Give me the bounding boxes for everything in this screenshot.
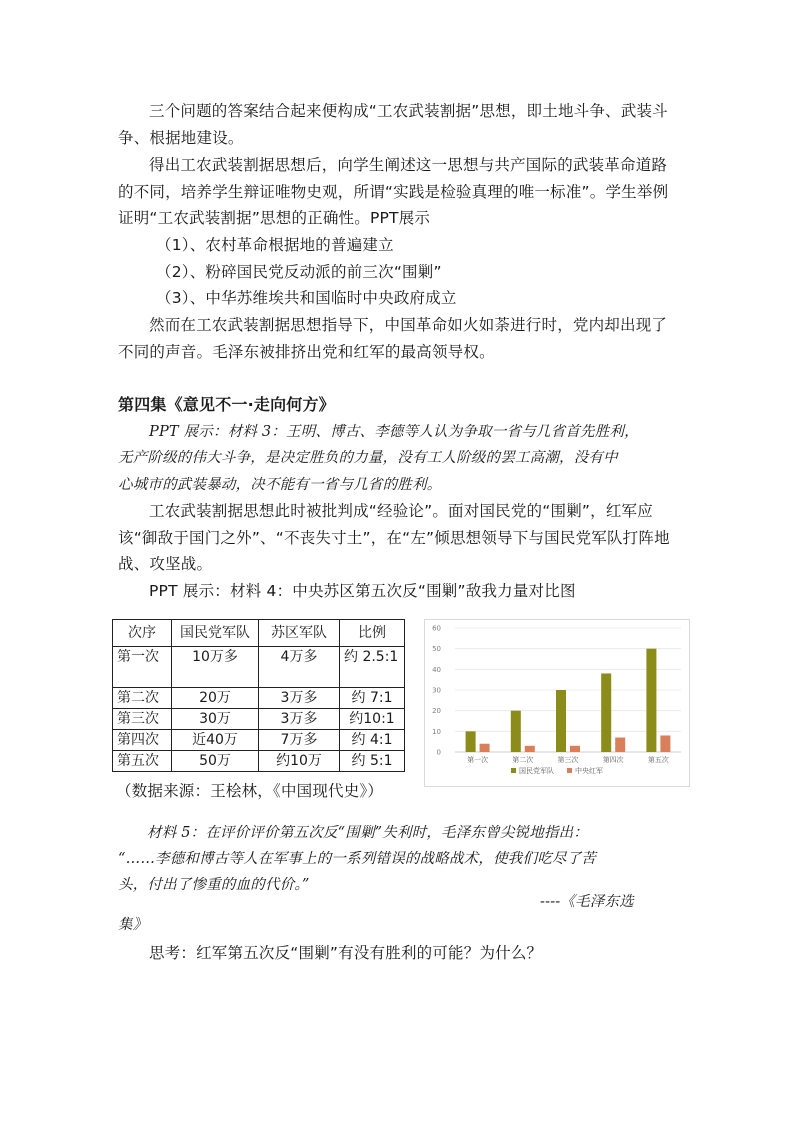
bar-kmt (466, 731, 476, 752)
table-header-cell: 苏区军队 (259, 620, 340, 647)
material-5-line-3: 头，付出了惨重的血的代价。” (118, 877, 310, 893)
table-cell: 约 7:1 (340, 688, 405, 709)
table-cell: 第一次 (113, 647, 172, 688)
force-comparison-table (112, 619, 405, 772)
table-cell: 约 2.5:1 (340, 647, 405, 688)
y-tick-label: 50 (432, 645, 441, 654)
bar-kmt (511, 711, 521, 752)
list-item-2: （2）、粉碎国民党反动派的前三次“围剿” (156, 263, 442, 281)
material-5-line-2: “……李德和博古等人在军事上的一系列错误的战略战术，使我们吃尽了苦 (118, 851, 597, 867)
y-tick-label: 40 (432, 665, 441, 674)
table-cell: 约 5:1 (340, 751, 405, 772)
legend-label: 国民党军队 (519, 767, 554, 775)
table-cell: 10万多 (172, 647, 259, 688)
force-comparison-chart (424, 619, 690, 787)
bar-kmt (556, 690, 566, 752)
legend-swatch (567, 768, 572, 773)
material-4-caption: PPT 展示：材料 4：中央苏区第五次反“围剿”敌我力量对比图 (149, 582, 576, 600)
table-cell: 50万 (172, 751, 259, 772)
table-cell: 第五次 (113, 751, 172, 772)
legend-swatch (511, 768, 516, 773)
x-category-label: 第二次 (512, 756, 534, 764)
x-category-label: 第一次 (467, 756, 489, 764)
bar-red-army (615, 738, 625, 752)
x-category-label: 第五次 (647, 756, 669, 764)
material-3-line-3: 心城市的武装暴动，决不能有一省与几省的胜利。 (118, 477, 442, 493)
paragraph-1: 三个问题的答案结合起来便构成“工农武装割据”思想，即土地斗争、武装斗争、根据地建设。 (118, 102, 668, 147)
bar-red-army (570, 746, 580, 752)
table-header-cell: 国民党军队 (172, 620, 259, 647)
bar-kmt (646, 649, 656, 752)
table-cell: 第二次 (113, 688, 172, 709)
table-cell: 3万多 (259, 688, 340, 709)
material-5-attribution-end: 集》 (118, 917, 148, 933)
x-category-label: 第三次 (557, 756, 579, 764)
table-cell: 近40万 (172, 730, 259, 751)
y-tick-label: 0 (436, 748, 441, 757)
y-tick-label: 30 (432, 686, 441, 695)
table-header-cell: 次序 (113, 620, 172, 647)
bar-red-army (525, 746, 535, 752)
section-heading: 第四集《意见不一·走向何方》 (118, 395, 335, 414)
thinking-question: 思考：红军第五次反“围剿”有没有胜利的可能？为什么？ (149, 944, 543, 962)
bar-red-army (660, 735, 670, 752)
bar-chart-svg (425, 620, 689, 786)
list-item-3: （3）、中华苏维埃共和国临时中央政府成立 (156, 289, 457, 307)
table-cell: 第三次 (113, 709, 172, 730)
table-cell: 30万 (172, 709, 259, 730)
table-row (113, 730, 405, 751)
table-row (113, 709, 405, 730)
material-5-line-1: 材料 5：在评价评价第五次反“围剿”失利时，毛泽东曾尖锐地指出： (147, 825, 589, 841)
table-row (113, 688, 405, 709)
table-row (113, 751, 405, 772)
table-row (113, 647, 405, 688)
data-source-note: （数据来源：王桧林，《中国现代史》） (116, 782, 384, 800)
material-3-line-2: 无产阶级的伟大斗争，是决定胜负的力量，没有工人阶级的罢工高潮，没有中 (118, 450, 618, 466)
legend-label: 中央红军 (575, 767, 603, 775)
material-3-line-1: PPT 展示：材料 3：王明、博古、李德等人认为争取一省与几省首先胜利， (149, 424, 639, 440)
paragraph-2: 得出工农武装割据思想后，向学生阐述这一思想与共产国际的武装革命道路的不同，培养学生辩证唯物史观，所谓“实践是检验真理的唯一标准”。学生举例证明“工农武装割据”思想的正确性。PPT展示 (118, 156, 669, 227)
bar-kmt (601, 673, 611, 752)
table-header-row (113, 620, 405, 647)
table-cell: 20万 (172, 688, 259, 709)
bar-red-army (480, 744, 490, 752)
table-header-cell: 比例 (340, 620, 405, 647)
paragraph-4: 工农武装割据思想此时被批判成“经验论”。面对国民党的“围剿”，红军应该“御敌于国门之外”、“不丧失寸土”，在“左”倾思想领导下与国民党军队打阵地战、攻坚战。 (118, 502, 670, 573)
table-cell: 约10万 (259, 751, 340, 772)
list-item-1: （1）、农村革命根据地的普遍建立 (156, 236, 394, 254)
y-tick-label: 20 (432, 707, 441, 716)
table-cell: 第四次 (113, 730, 172, 751)
table-cell: 3万多 (259, 709, 340, 730)
material-5-attribution: ----《毛泽东选 (540, 894, 634, 910)
y-tick-label: 60 (432, 624, 441, 633)
y-tick-label: 10 (432, 727, 441, 736)
table-cell: 4万多 (259, 647, 340, 688)
paragraph-3: 然而在工农武装割据思想指导下，中国革命如火如荼进行时，党内却出现了不同的声音。毛泽东被排挤出党和红军的最高领导权。 (118, 316, 668, 361)
table-cell: 约10:1 (340, 709, 405, 730)
x-category-label: 第四次 (602, 756, 624, 764)
table-cell: 7万多 (259, 730, 340, 751)
table-cell: 约 4:1 (340, 730, 405, 751)
